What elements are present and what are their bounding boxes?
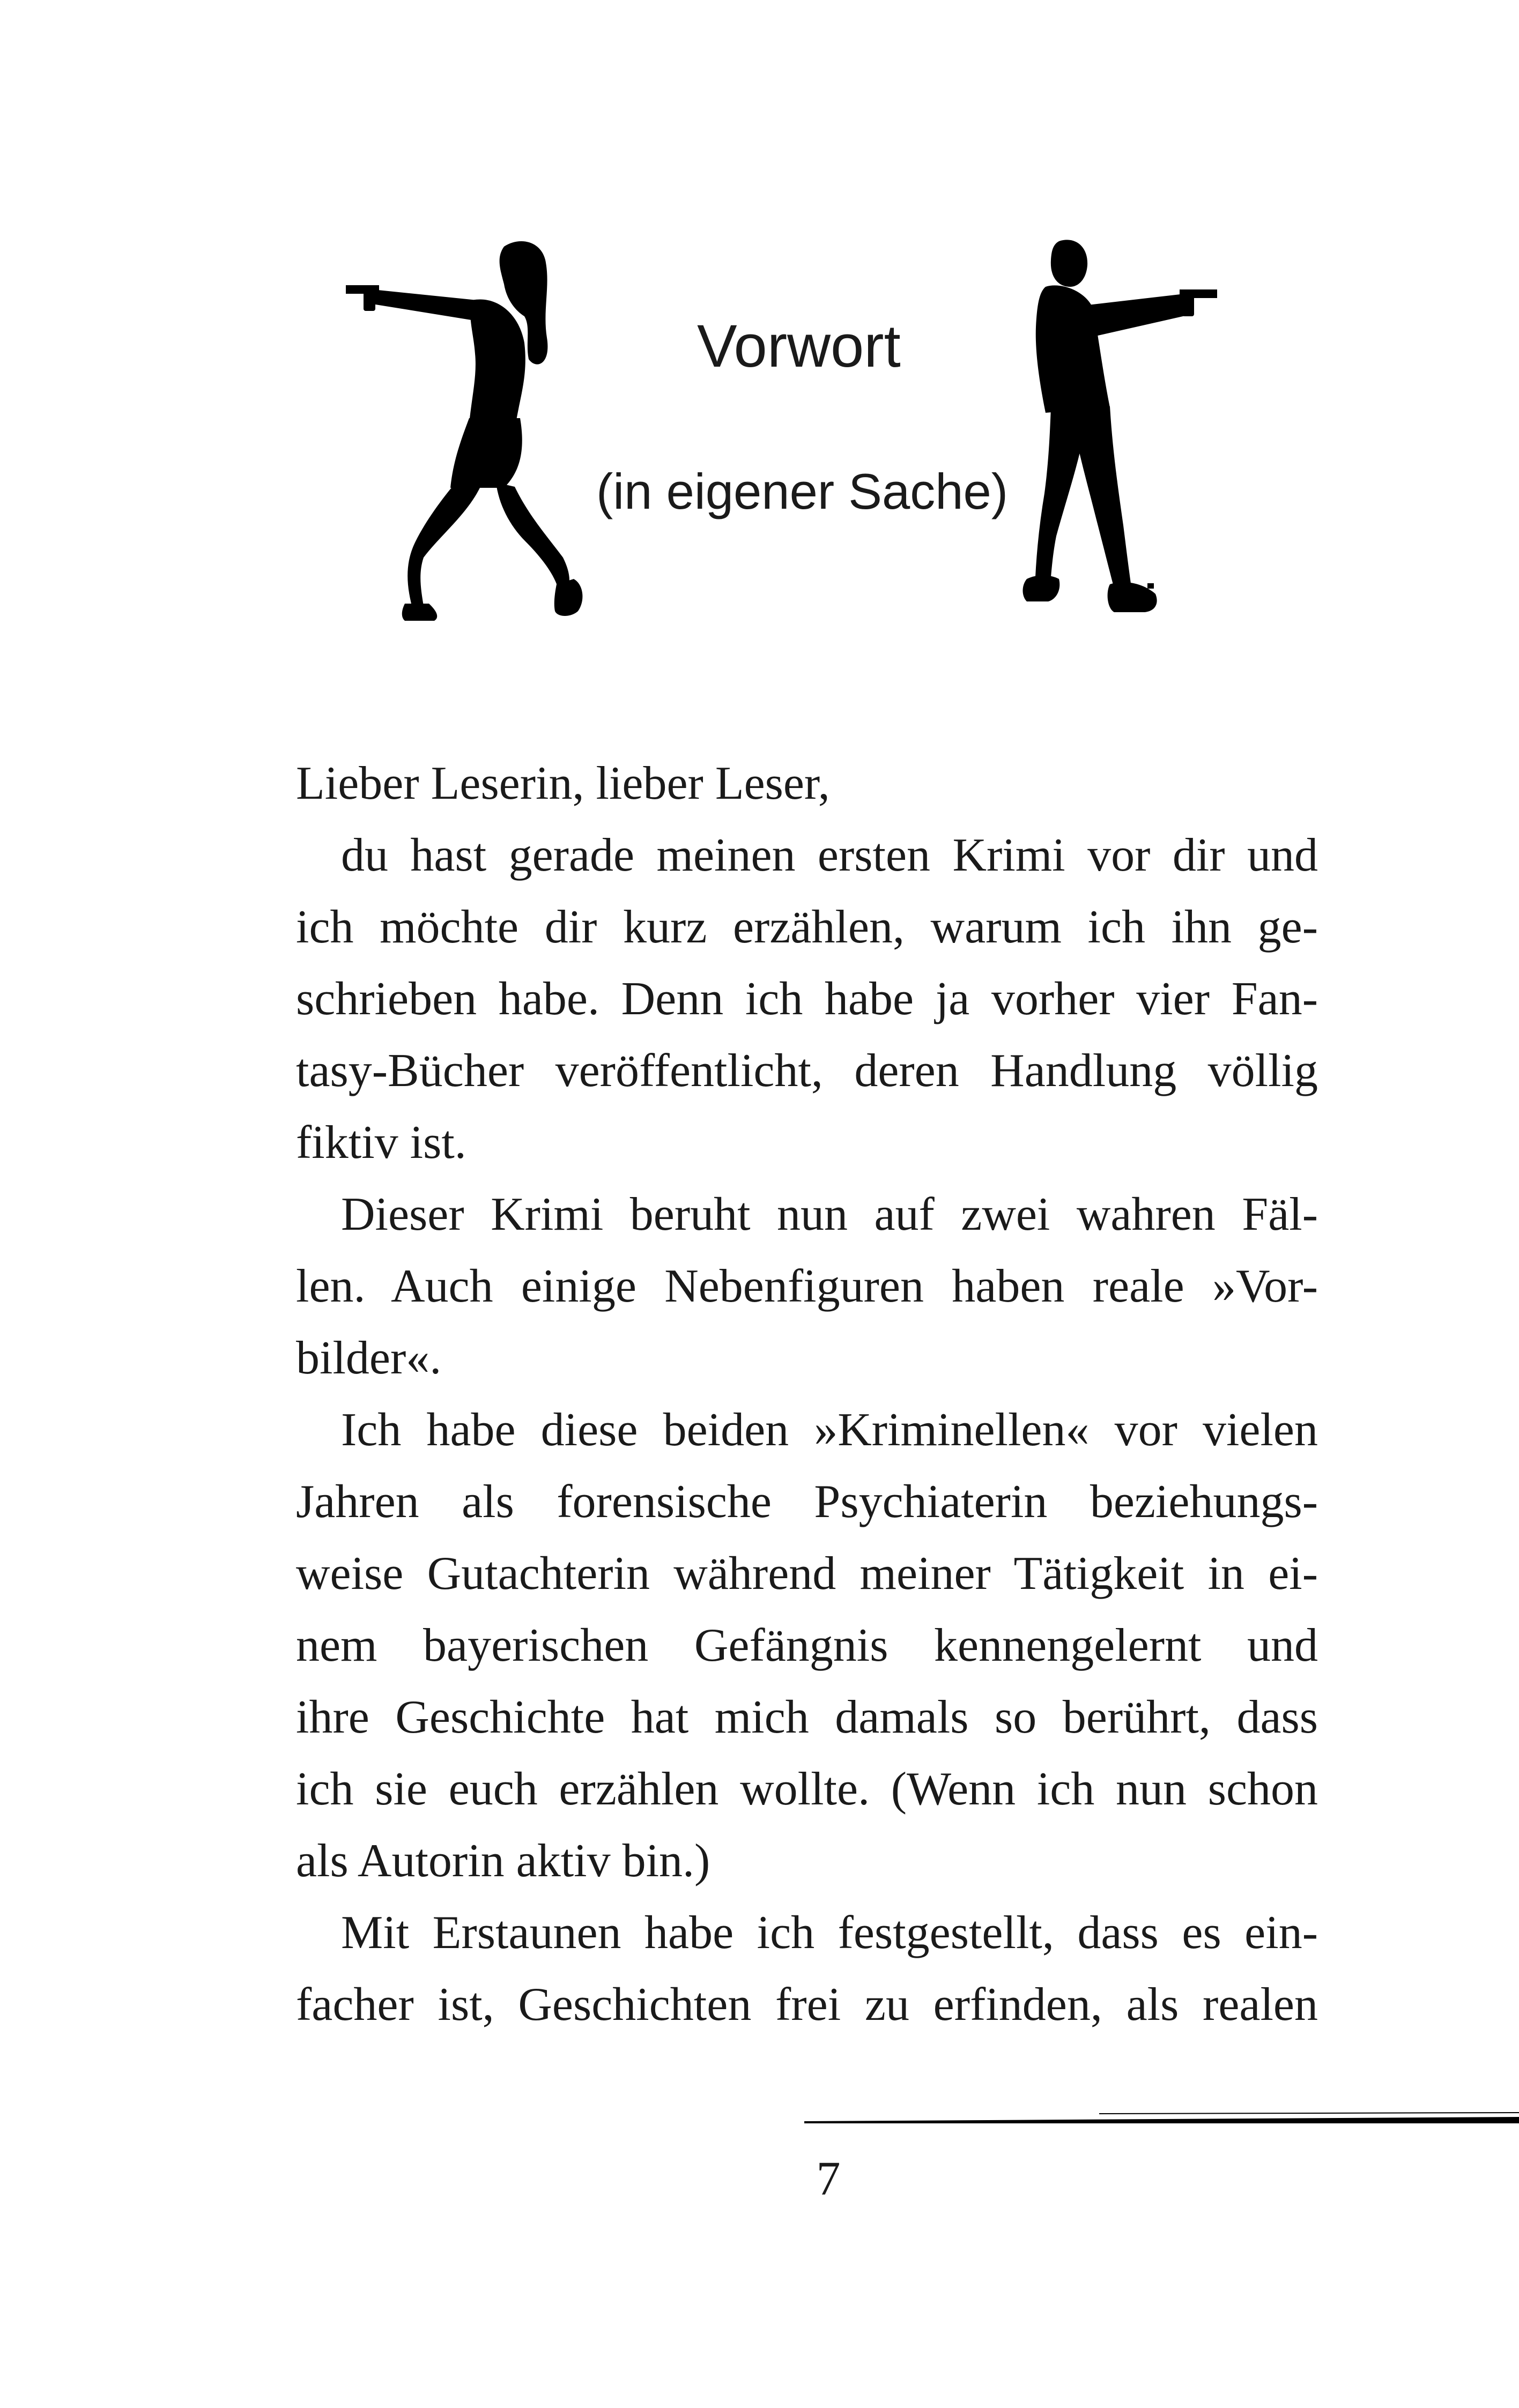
text-line: Jahren als forensische Psychiaterin beziehungs-	[296, 1476, 1318, 1528]
text-line: du hast gerade meinen ersten Krimi vor dir und	[341, 829, 1318, 881]
text-line: Lieber Leserin, lieber Leser,	[296, 757, 830, 809]
text-line: facher ist, Geschichten frei zu erfinden, als realen	[296, 1979, 1318, 2031]
text-line: fiktiv ist.	[296, 1117, 466, 1169]
body-text	[296, 748, 1318, 2041]
chapter-subtitle: (in eigener Sache)	[596, 463, 1009, 519]
text-line: als Autorin aktiv bin.)	[296, 1835, 710, 1887]
text-line: bilder«.	[296, 1332, 442, 1384]
text-line: ihre Geschichte hat mich damals so berührt, dass	[296, 1691, 1318, 1743]
woman-with-gun-silhouette	[343, 236, 622, 633]
text-line: schrieben habe. Denn ich habe ja vorher vier Fan-	[296, 973, 1318, 1025]
text-line: Dieser Krimi beruht nun auf zwei wahren Fäl-	[341, 1188, 1318, 1240]
page-number: 7	[816, 2152, 841, 2205]
text-line: Ich habe diese beiden »Kriminellen« vor vielen	[341, 1404, 1318, 1456]
text-line: nem bayerischen Gefängnis kennengelernt und	[296, 1619, 1318, 1671]
text-line: Mit Erstaunen habe ich festgestellt, dass es ein-	[341, 1907, 1318, 1959]
man-with-gun-silhouette	[1019, 236, 1222, 633]
text-line: tasy-Bücher veröffentlicht, deren Handlung völlig	[296, 1045, 1318, 1097]
text-line: weise Gutachterin während meiner Tätigkeit in ei-	[296, 1548, 1318, 1600]
footer-rule	[804, 2109, 1519, 2131]
text-line: ich sie euch erzählen wollte. (Wenn ich nun schon	[296, 1763, 1318, 1815]
chapter-title: Vorwort	[697, 313, 901, 380]
text-line: len. Auch einige Nebenfiguren haben reale »Vor-	[296, 1260, 1318, 1312]
text-line: ich möchte dir kurz erzählen, warum ich ihn ge-	[296, 901, 1318, 953]
